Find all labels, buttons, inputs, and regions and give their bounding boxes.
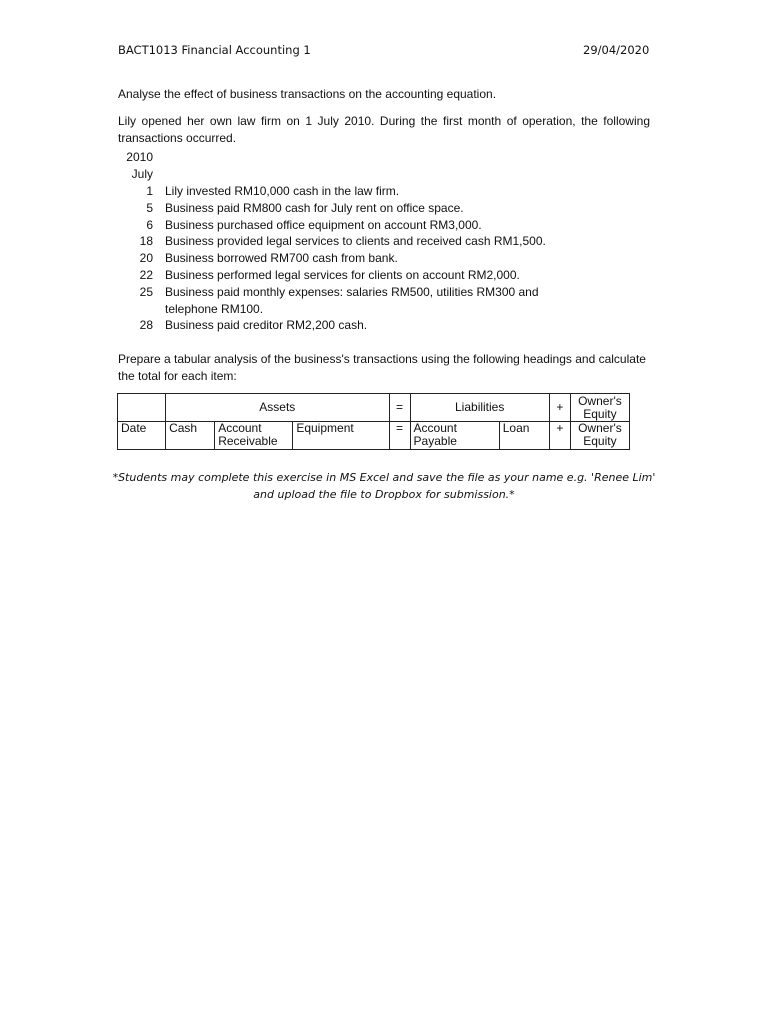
transaction-row [118, 233, 638, 250]
transaction-row [118, 284, 638, 318]
header-course: BACT1013 Financial Accounting 1 [118, 43, 311, 57]
transaction-text: Business performed legal services for clients on account RM2,000. [165, 267, 520, 282]
month-label: July [131, 167, 153, 181]
transaction-text: Business paid RM800 cash for July rent on office space. [165, 200, 464, 215]
plus-sign-header: + [549, 394, 570, 422]
liabilities-header: Liabilities [410, 394, 549, 422]
owners-equity-header: Owner's Equity [570, 394, 629, 422]
plus-sign: + [549, 422, 570, 450]
equals-sign: = [389, 422, 410, 450]
intro-paragraph: Analyse the effect of business transactions on the accounting equation. [118, 87, 497, 101]
transaction-row [118, 250, 638, 267]
loan-column-header: Loan [499, 422, 549, 450]
transaction-day: 20 [139, 251, 153, 266]
owners-equity-column-header: Owner's Equity [570, 422, 629, 450]
scenario-paragraph: Lily opened her own law firm on 1 July 2010. During the first month of operation, the following transactions occurred. [118, 114, 650, 145]
transaction-day: 6 [146, 217, 153, 232]
transaction-text: Lily invested RM10,000 cash in the law firm. [165, 184, 400, 198]
transaction-day: 1 [146, 184, 153, 198]
transaction-text: Business paid monthly expenses: salaries RM500, utilities RM300 and telephone RM100. [165, 284, 539, 316]
transaction-text: Business provided legal services to clients and received cash RM1,500. [165, 234, 546, 249]
transaction-row [118, 200, 638, 217]
transaction-day: 28 [139, 318, 153, 333]
assets-header: Assets [166, 394, 389, 422]
instruction-paragraph: Prepare a tabular analysis of the business's transactions using the following headings and calculate the total for each item: [118, 352, 646, 383]
transaction-row [118, 217, 638, 234]
transaction-list [118, 183, 638, 334]
transaction-text: Business borrowed RM700 cash from bank. [165, 251, 398, 266]
transaction-text: Business purchased office equipment on account RM3,000. [165, 217, 482, 232]
transaction-day: 25 [139, 284, 153, 299]
blank-date-header [118, 394, 166, 422]
cash-column-header: Cash [166, 422, 215, 450]
transaction-row [118, 267, 638, 284]
transaction-day: 22 [139, 267, 153, 282]
header-date: 29/04/2020 [583, 43, 650, 57]
date-column-header: Date [118, 422, 166, 450]
account-payable-column-header: Account Payable [410, 422, 499, 450]
equipment-column-header: Equipment [293, 422, 389, 450]
submission-note: *Students may complete this exercise in MS Excel and save the file as your name e.g. 'Renee Lim' and upload the file to Dropbox for submission.* [112, 471, 656, 501]
transaction-day: 18 [139, 234, 153, 249]
year-label: 2010 [126, 150, 153, 164]
transaction-row [118, 183, 638, 200]
tabular-analysis-headings [117, 393, 630, 450]
transaction-day: 5 [146, 200, 153, 215]
equals-sign-header: = [389, 394, 410, 422]
account-receivable-column-header: Account Receivable [215, 422, 293, 450]
transaction-text: Business paid creditor RM2,200 cash. [165, 318, 368, 333]
transaction-row [118, 317, 638, 334]
